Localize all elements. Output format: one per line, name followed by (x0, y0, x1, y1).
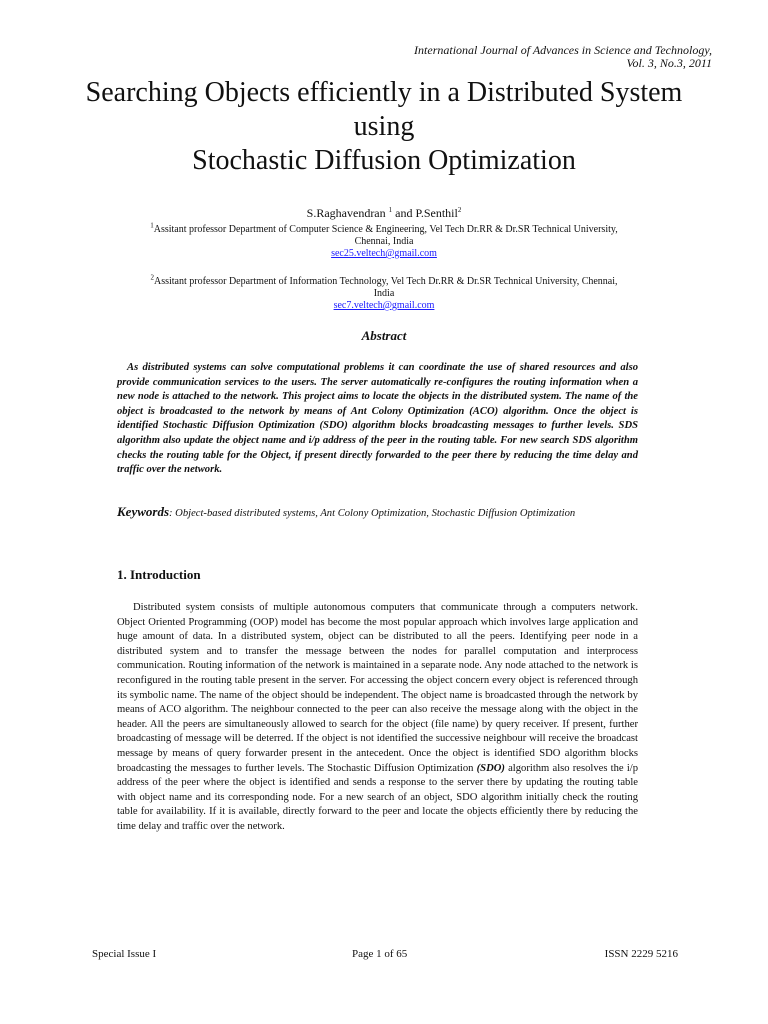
emphasis-sdo: (SDO) (476, 762, 505, 774)
journal-header (414, 44, 712, 70)
abstract-text: As distributed systems can solve computational problems it can coordinate the use of shared resources and also provide communication services to the users. The server automatically re-configures the routing information when a new node is attached to the network. This project aims to locate the objects in the distributed system. The name of the object is broadcasted to the network by means of Ant Colony Optimization (ACO) algorithm. Once the object is identified Stochastic Diffusion Optimization (SDO) algorithm blocks broadcasting messages to further levels. SDS algorithm also update the object name and i/p address of the peer in the routing table. For new search SDS algorithm checks the routing table for the Object, if present directly forwarded to the peer there by reducing the time delay and traffic over the network. (117, 362, 638, 476)
section-heading-introduction: 1. Introduction (117, 567, 201, 582)
author-name: P.Senthil (415, 206, 458, 220)
introduction-paragraph-part: algorithm also resolves the i/p address of the peer where the object is identified and sends a response to the server there by updating the routing table with object name and its corresponding node. For a new search of an object, SDO algorithm initially check the routing table for availability. If it is available, directly forward to the peer and locate the objects efficiently there by reducing the time delay and traffic over the network. (117, 762, 639, 832)
affiliation-text: Assitant professor Department of Computer Science & Engineering, Vel Tech Dr.RR & Dr.SR Technical University, Chennai, India (153, 224, 618, 247)
author-name: S.Raghavendran (306, 206, 386, 220)
author-affiliation-mark: 2 (457, 206, 462, 214)
affiliation-mark: 1 (150, 221, 154, 230)
author-affiliation-mark: 1 (388, 206, 393, 214)
introduction-paragraph-part: Distributed system consists of multiple autonomous computers that communicate through a computers network. Object Oriented Programming (OOP) model has become the most popular approach which involves large application and huge amount of data. In a distributed system, object can be distributed to all the peers. Identifying peer node in a distributed system and to transfer the message between the nodes for parallel computation and interprocess communication. Routing information of the network is maintained in a separate node. Any node attached to the network is reconfigured in the routing table present in the server. For accessing the object concern every object is referenced through its symbolic name. The name of the object should be independent. The object name is broadcasted through the network by means of ACO algorithm. The neighbour connected to the peer can also receive the message along with the object in the header. All the peers are simultaneously allowed to search for the object (file name) by query receiver. If present, further broadcasting of message will be deterred. If the object is not identified the successive neighbour will receive the broadcast message by means of query forwarder present in the antecedent. Once the object is identified SDO algorithm blocks broadcasting the messages to further levels. The Stochastic Diffusion Optimization (117, 602, 638, 774)
keywords-text: : Object-based distributed systems, Ant Colony Optimization, Stochastic Diffusion Optimization (169, 508, 576, 519)
keywords-section (117, 504, 638, 521)
journal-volume: Vol. 3, No.3, 2011 (626, 56, 712, 70)
affiliation-mark: 2 (150, 273, 154, 282)
author-conjunction: and (395, 206, 413, 220)
abstract-heading: Abstract (361, 328, 407, 343)
email-link[interactable]: sec25.veltech@gmail.com (331, 248, 437, 259)
author-list (0, 206, 768, 221)
email-link[interactable]: sec7.veltech@gmail.com (333, 300, 435, 311)
footer-page-number: Page 1 of 65 (352, 948, 408, 960)
keywords-label: Keywords (117, 504, 169, 519)
paper-title (0, 76, 768, 178)
affiliation-1 (140, 221, 628, 260)
introduction-text (117, 601, 638, 835)
affiliation-text: Assitant professor Department of Information Technology, Vel Tech Dr.RR & Dr.SR Technical University, Chennai, India (153, 276, 618, 299)
footer-issue: Special Issue I (92, 948, 157, 960)
title-line-2: using (353, 111, 415, 142)
title-line-1: Searching Objects efficiently in a Distributed System (85, 77, 683, 108)
footer-issn: ISSN 2229 5216 (604, 948, 678, 960)
journal-name: International Journal of Advances in Science and Technology, (414, 43, 712, 57)
affiliation-2 (140, 273, 628, 312)
title-line-3: Stochastic Diffusion Optimization (192, 145, 576, 176)
